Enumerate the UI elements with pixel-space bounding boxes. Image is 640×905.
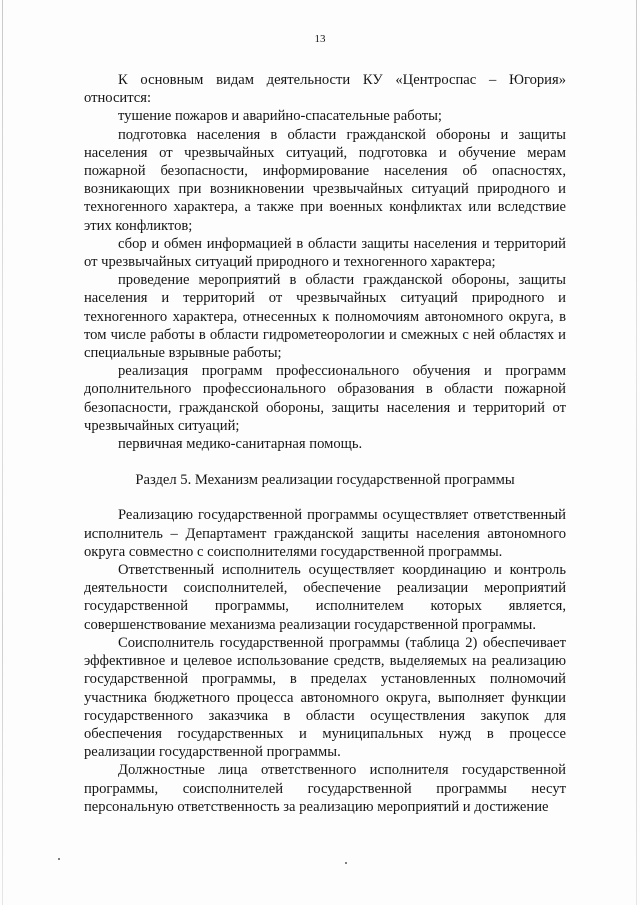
list-item-professional-education: реализация программ профессионального обучения и программ дополнительного профессионального образования в области пожарной безопасности, гражданской обороны, защиты населения и территорий от чрезвычайных ситуаций;: [84, 363, 566, 434]
list-item-firefighting: тушение пожаров и аварийно-спасательные работы;: [118, 108, 442, 125]
list-item-information-exchange: сбор и обмен информацией в области защиты населения и территорий от чрезвычайных ситуаций природного и техногенного характера;: [84, 235, 566, 271]
paragraph-intro: К основным видам деятельности КУ «Центроспас – Югория» относится:: [84, 72, 566, 107]
list-item-civil-defense-measures: проведение мероприятий в области гражданской обороны, защиты населения и территорий от чрезвычайных ситуаций природного и техногенного характера, отнесенных к полномочиям автономного округа, в том числе работы в области гидрометеорологии и смежных с ней областях и специальные взрывные работы;: [84, 272, 566, 362]
scan-left-edge: [2, 0, 3, 905]
list-item-medical-aid: первичная медико-санитарная помощь.: [118, 436, 363, 453]
scan-speck: [345, 862, 347, 864]
paragraph-officials: Должностные лица ответственного исполнителя государственной программы, соисполнителей государственной программы несут персональную ответственность за реализацию мероприятий и достижение: [84, 762, 566, 815]
scan-speck: [58, 858, 60, 860]
paragraph-co-executor: Соисполнитель государственной программы (таблица 2) обеспечивает эффективное и целевое использование средств, выделяемых на реализацию государственной программы, в пределах установленных полномочий участника бюджетного процесса автономного округа, выполняет функции государственного заказчика в области осуществления закупок для обеспечения государственных и муниципальных нужд в процессе реализации государственной программы.: [84, 634, 566, 761]
paragraph-responsible-executor: Ответственный исполнитель осуществляет координацию и контроль деятельности соисполнителей, обеспечение реализации мероприятий государственной программы, исполнителем которых является, совершенствование механизма реализации государственной программы.: [84, 562, 566, 633]
section-heading: Раздел 5. Механизм реализации государственной программы: [135, 472, 515, 489]
scan-right-edge: [636, 0, 637, 905]
list-item-population-training: подготовка населения в области гражданской обороны и защиты населения от чрезвычайных ситуаций, подготовка и обучение мерам пожарной безопасности, информирование населения об опасностях, возникающих при возникновении чрезвычайных ситуаций природного и техногенного характера, а также при военных конфликтах или вследствие этих конфликтов;: [84, 126, 566, 234]
paragraph-implementation: Реализацию государственной программы осуществляет ответственный исполнитель – Департамент гражданской защиты населения автономного округа совместно с соисполнителями государственной программы.: [84, 507, 566, 560]
page-number: 13: [314, 33, 326, 45]
document-body: [84, 71, 566, 816]
